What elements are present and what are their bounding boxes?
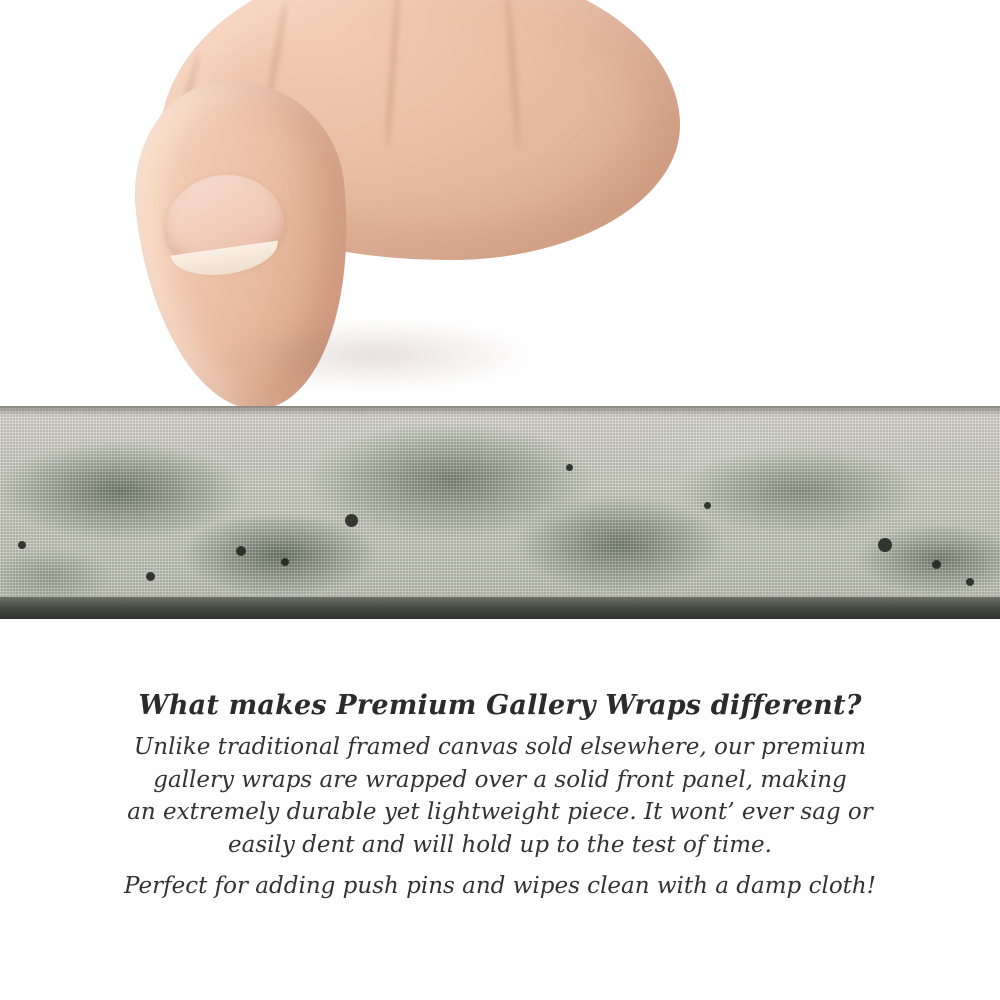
canvas-speck <box>18 541 26 549</box>
canvas-weave-texture <box>0 406 1000 619</box>
hand-fingers <box>120 0 680 430</box>
canvas-speck <box>566 464 573 471</box>
copy-line: gallery wraps are wrapped over a solid front panel, making <box>153 766 847 793</box>
marketing-copy <box>0 690 1000 902</box>
canvas-top-shadow <box>0 406 1000 416</box>
copy-closing-line: Perfect for adding push pins and wipes clean with a damp cloth! <box>124 872 876 899</box>
canvas-speck <box>966 578 974 586</box>
copy-line: Unlike traditional framed canvas sold elsewhere, our premium <box>133 734 867 760</box>
canvas-speck <box>345 514 358 527</box>
copy-line: easily dent and will hold up to the test of time. <box>228 831 772 858</box>
canvas-speck <box>236 546 246 556</box>
canvas-speck <box>146 572 155 581</box>
premium-gallery-wrap-edge <box>0 406 1000 619</box>
canvas-speck <box>878 538 892 552</box>
canvas-speck <box>281 558 289 566</box>
hand-shadow <box>210 320 540 390</box>
page-title: What makes Premium Gallery Wraps different? <box>138 690 862 721</box>
copy-line: an extremely durable yet lightweight piece. It wont’ ever sag or <box>127 799 873 826</box>
canvas-speck <box>932 560 941 569</box>
canvas-bottom-edge <box>0 597 1000 619</box>
canvas-speck <box>704 502 711 509</box>
